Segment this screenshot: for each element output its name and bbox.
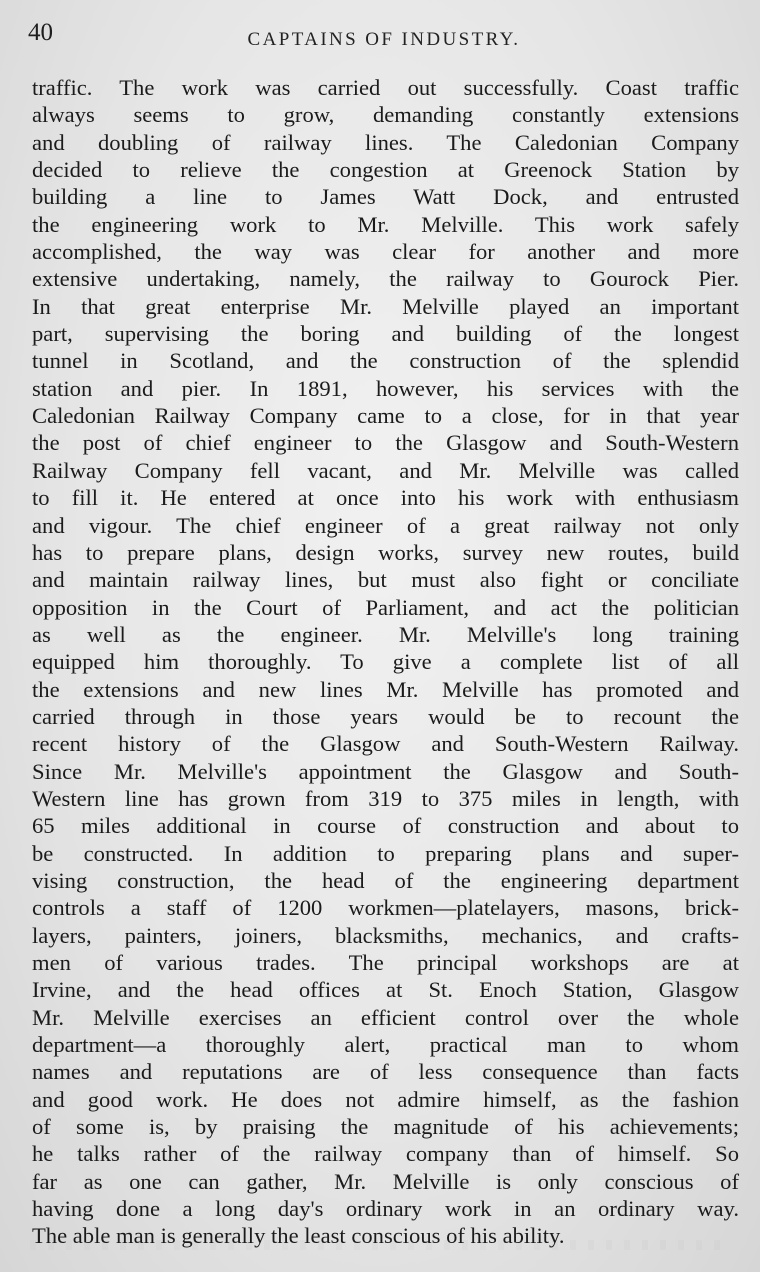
text-line: and doubling of railway lines. The Caledonian Company (32, 129, 739, 155)
text-line: be constructed. In addition to preparing plans and super- (32, 840, 739, 866)
text-line: accomplished, the way was clear for another and more (32, 239, 739, 265)
bleed-through-text (30, 1240, 730, 1250)
text-line: recent history of the Glasgow and South-Western Railway. (32, 731, 739, 757)
text-line: department—a thoroughly alert, practical man to whom (32, 1032, 739, 1058)
body-text (32, 74, 739, 1250)
text-line: of some is, by praising the magnitude of his achievements; (32, 1114, 739, 1140)
text-line: building a line to James Watt Dock, and entrusted (32, 184, 739, 210)
text-line: vising construction, the head of the engineering department (32, 867, 739, 893)
text-line: layers, painters, joiners, blacksmiths, mechanics, and crafts- (32, 922, 739, 948)
text-line: Irvine, and the head offices at St. Enoch Station, Glasgow (32, 977, 739, 1003)
text-line: far as one can gather, Mr. Melville is only conscious of (32, 1168, 739, 1194)
page-header (28, 18, 740, 58)
text-line: part, supervising the boring and building of the longest (32, 321, 739, 347)
text-line: names and reputations are of less consequence than facts (32, 1059, 739, 1085)
text-line: 65 miles additional in course of construction and about to (32, 813, 739, 839)
text-line: he talks rather of the railway company than of himself. So (32, 1141, 739, 1167)
text-line: opposition in the Court of Parliament, and act the politician (32, 594, 739, 620)
text-line: station and pier. In 1891, however, his services with the (32, 375, 739, 401)
text-line: equipped him thoroughly. To give a complete list of all (32, 649, 739, 675)
text-line: Railway Company fell vacant, and Mr. Melville was called (32, 457, 739, 483)
text-line: In that great enterprise Mr. Melville played an important (32, 293, 739, 319)
text-line: Mr. Melville exercises an efficient control over the whole (32, 1004, 739, 1030)
text-line: always seems to grow, demanding constantly extensions (32, 102, 739, 128)
text-line: as well as the engineer. Mr. Melville's long training (32, 621, 739, 647)
text-line: the engineering work to Mr. Melville. This work safely (32, 211, 739, 237)
page-number: 40 (28, 19, 53, 46)
text-line: having done a long day's ordinary work in an ordinary way. (32, 1196, 739, 1222)
text-line: decided to relieve the congestion at Greenock Station by (32, 157, 739, 183)
text-line: and vigour. The chief engineer of a great railway not only (32, 512, 739, 538)
text-line: tunnel in Scotland, and the construction of the splendid (32, 348, 739, 374)
text-line: controls a staff of 1200 workmen—platelayers, masons, brick- (32, 895, 739, 921)
text-line: traffic. The work was carried out successfully. Coast traffic (32, 75, 739, 100)
text-line: the post of chief engineer to the Glasgow and South-Western (32, 430, 739, 456)
text-line: and good work. He does not admire himself, as the fashion (32, 1086, 739, 1112)
text-line: The able man is generally the least conscious of his ability. (32, 1223, 565, 1249)
text-line: Caledonian Railway Company came to a close, for in that year (32, 403, 739, 429)
text-line: carried through in those years would be to recount the (32, 703, 739, 729)
text-line: men of various trades. The principal workshops are at (32, 950, 739, 975)
text-line: and maintain railway lines, but must also fight or conciliate (32, 567, 739, 593)
text-line: has to prepare plans, design works, survey new routes, build (32, 539, 739, 565)
text-line: extensive undertaking, namely, the railway to Gourock Pier. (32, 266, 739, 292)
text-line: Western line has grown from 319 to 375 miles in length, with (32, 785, 739, 811)
running-head: CAPTAINS OF INDUSTRY. (247, 29, 521, 50)
text-line: Since Mr. Melville's appointment the Glasgow and South- (32, 758, 739, 784)
text-line: the extensions and new lines Mr. Melville has promoted and (32, 676, 739, 702)
text-line: to fill it. He entered at once into his work with enthusiasm (32, 485, 739, 511)
